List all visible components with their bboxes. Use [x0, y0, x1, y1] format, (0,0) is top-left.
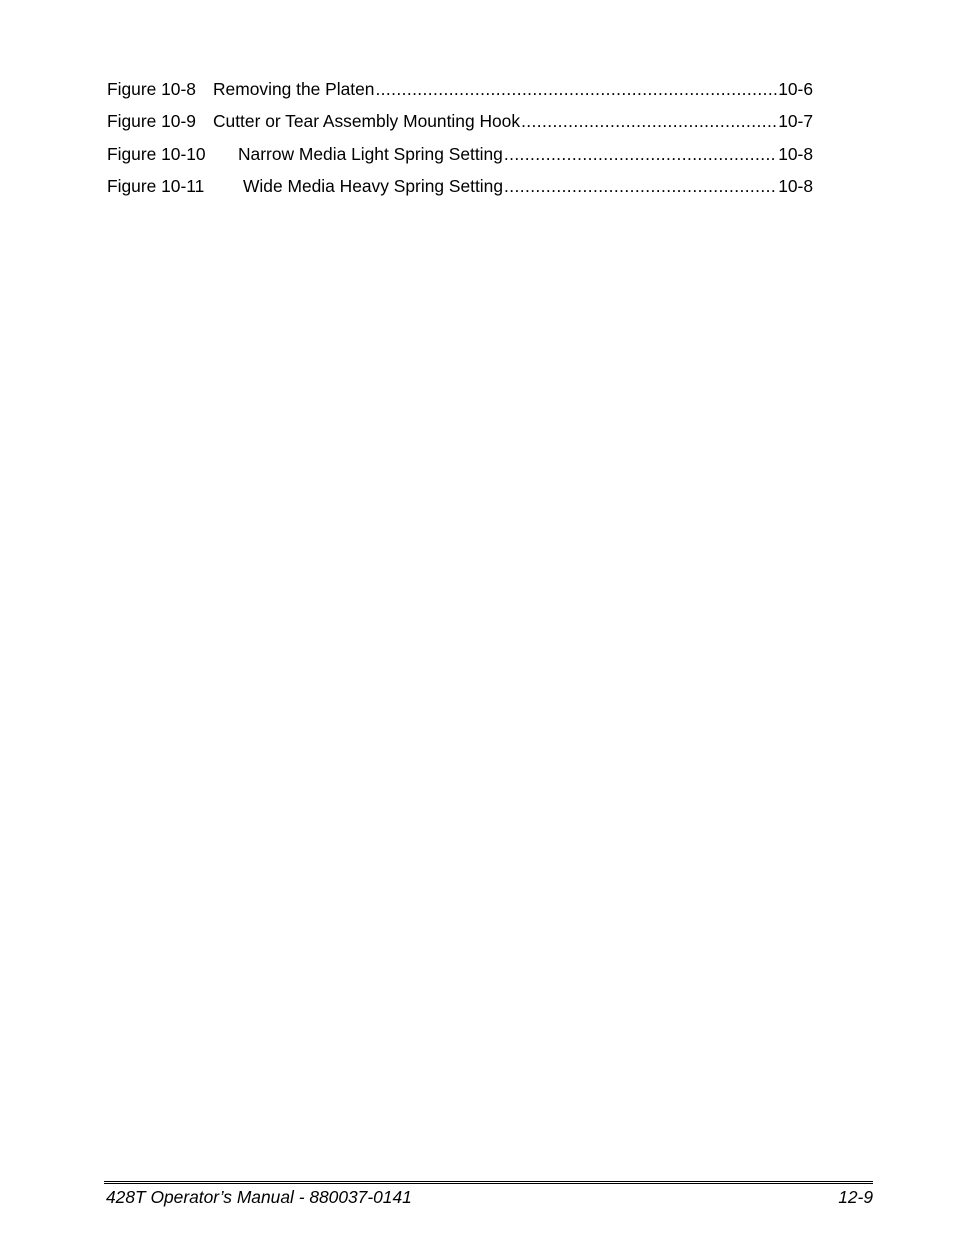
- list-of-figures: [107, 76, 813, 205]
- figure-title: Narrow Media Light Spring Setting: [238, 143, 503, 164]
- toc-entry-label: [107, 173, 503, 199]
- page-footer: [106, 1185, 873, 1209]
- footer-manual-title: 428T Operator’s Manual - 880037-0141: [106, 1187, 412, 1207]
- figure-number: Figure 10-9: [107, 111, 196, 132]
- dot-leader: [375, 76, 777, 102]
- toc-entry[interactable]: [107, 76, 813, 108]
- page-reference: 10-8: [778, 143, 813, 164]
- figure-number: Figure 10-11: [107, 175, 205, 196]
- toc-entry[interactable]: [107, 141, 813, 173]
- footer-rule: [104, 1181, 873, 1182]
- dot-leader: [504, 173, 777, 199]
- toc-entry[interactable]: [107, 108, 813, 140]
- page-reference: 10-7: [778, 111, 813, 132]
- figure-title: Wide Media Heavy Spring Setting: [243, 175, 504, 196]
- footer-page-number: 12-9: [838, 1187, 873, 1207]
- figure-number: Figure 10-10: [107, 143, 206, 164]
- dot-leader: [521, 108, 777, 134]
- figure-title: Removing the Platen: [213, 79, 375, 99]
- dot-leader: [504, 141, 777, 167]
- page-reference: 10-8: [778, 175, 813, 196]
- toc-entry-label: [107, 141, 503, 167]
- footer-rule-secondary: [104, 1183, 873, 1184]
- toc-entry-label: [107, 108, 520, 134]
- toc-entry-label: [107, 76, 374, 102]
- page-reference: 10-6: [778, 79, 813, 99]
- figure-number: Figure 10-8: [107, 79, 196, 99]
- figure-title: Cutter or Tear Assembly Mounting Hook: [213, 111, 521, 132]
- toc-entry[interactable]: [107, 173, 813, 205]
